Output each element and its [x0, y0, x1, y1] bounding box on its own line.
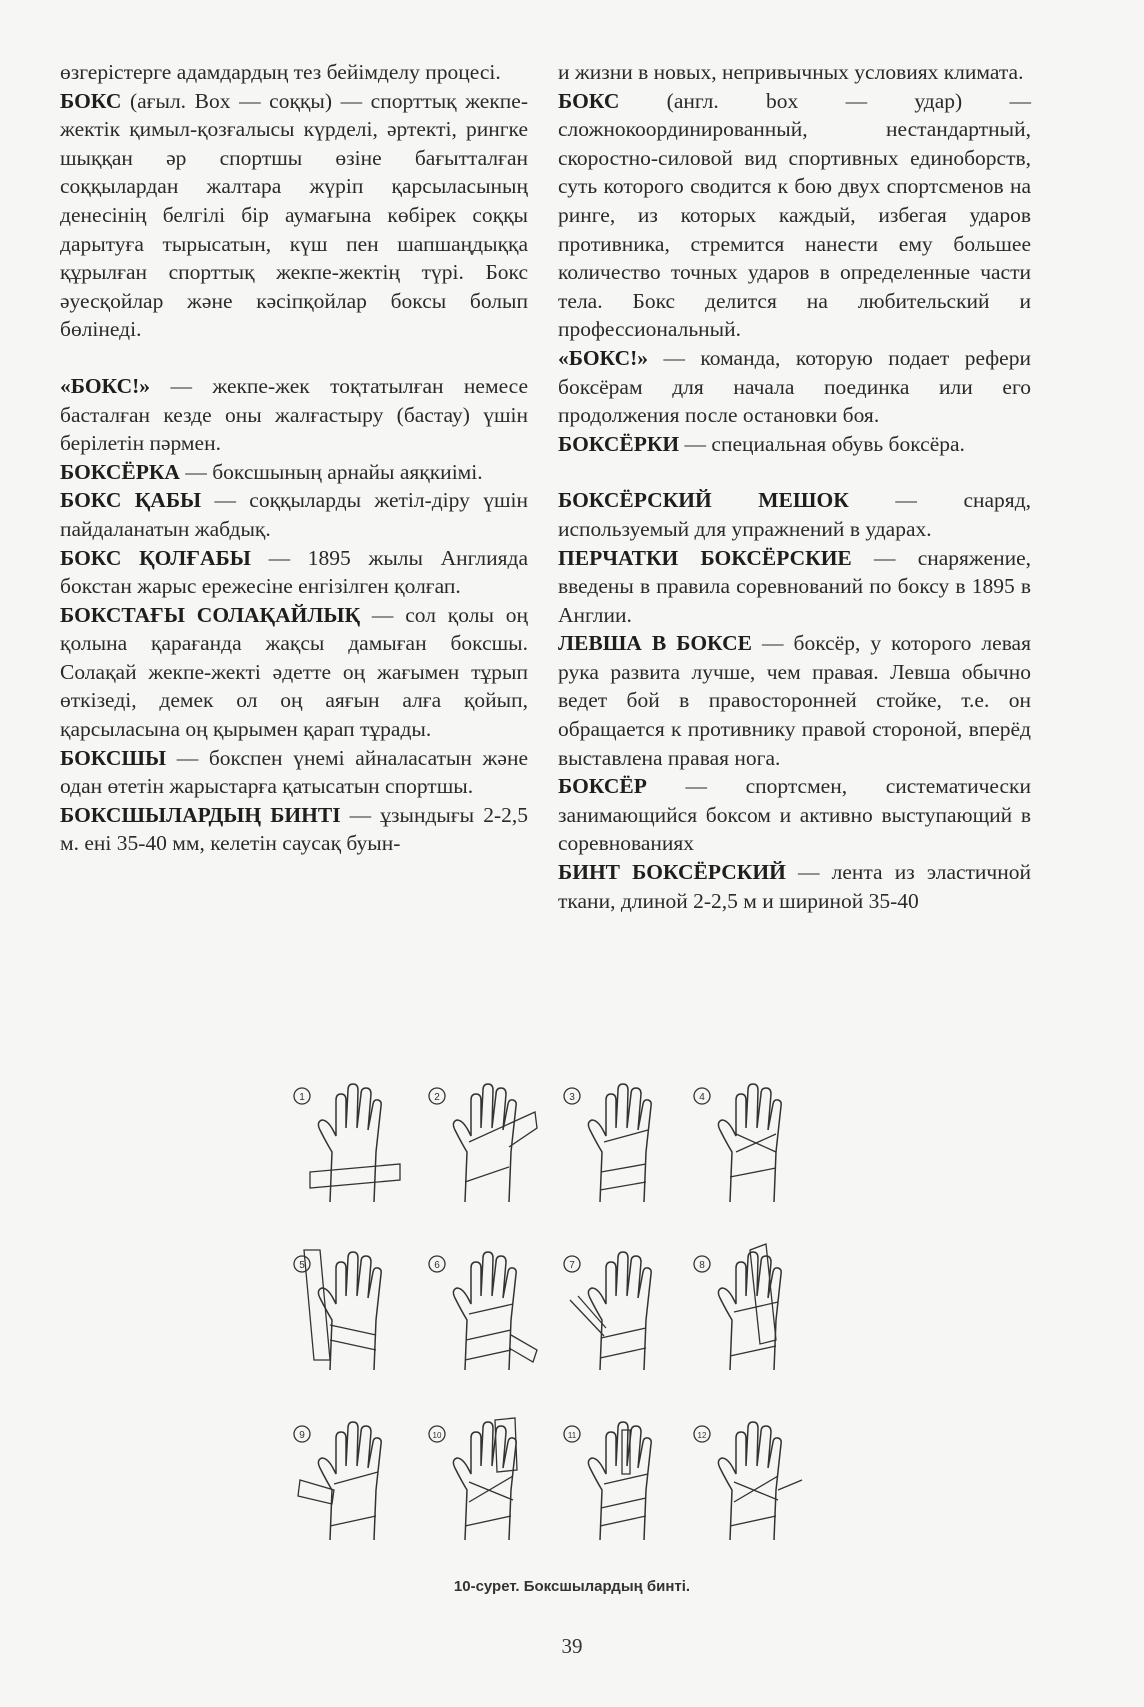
hand-wrap-step-2	[425, 1072, 545, 1212]
hand-icon	[290, 1072, 410, 1212]
bandage-wrap	[334, 1472, 378, 1484]
entry-text: — снаряд, используемый для упражнений в ударах.	[558, 488, 1032, 541]
entry	[60, 544, 528, 601]
entry-term: «БОКС!»	[60, 373, 151, 398]
bandage-wrap	[330, 1516, 376, 1526]
entry	[60, 801, 528, 858]
bandage-wrap	[734, 1482, 778, 1500]
entry	[60, 372, 528, 458]
bandage-wrap	[730, 1168, 776, 1177]
hand-icon	[560, 1240, 680, 1380]
right-column	[558, 58, 1031, 915]
step-number: 10	[432, 1431, 442, 1440]
hand-icon	[425, 1072, 545, 1212]
bandage-wrap	[604, 1130, 648, 1142]
entry	[558, 858, 1031, 915]
bandage-wrap	[469, 1482, 513, 1500]
entry-text: — спортсмен, систематически занимающийся боксом и активно выступающий в соревнованиях	[558, 774, 1031, 856]
hand-wrap-step-5	[290, 1240, 410, 1380]
entry-text: — жекпе-жек тоқтатылған немесе басталған кезде оны жалғастыру (бастау) үшін берілетін пәрмен.	[60, 373, 528, 456]
step-number: 7	[569, 1260, 575, 1271]
bandage-wrap	[600, 1516, 646, 1526]
hand-icon	[425, 1410, 545, 1550]
step-number: 11	[567, 1431, 577, 1440]
entry-text: — боксшының арнайы аяқкиімі.	[179, 459, 483, 484]
hand-icon	[560, 1072, 680, 1212]
hand-wrap-step-1	[290, 1072, 410, 1212]
entry	[60, 87, 528, 344]
hand-wrap-step-4	[690, 1072, 810, 1212]
step-number: 4	[699, 1092, 705, 1103]
entry	[558, 629, 1031, 772]
bandage-wrap	[465, 1516, 511, 1526]
page-number: 39	[561, 1634, 583, 1658]
entry-text: — соққыларды жетіл-діру үшін пайдаланатын жабдық.	[60, 488, 528, 541]
entry	[558, 430, 1031, 459]
entry-text: — снаряжение, введены в правила соревнований по боксу в 1895 в Англии.	[558, 545, 1031, 627]
step-number: 1	[299, 1092, 305, 1103]
entry-text: (ағыл. Box — соққы) — спорттық жекпе-жектік қимыл-қозғалысы күрделі, әртекті, рингке шыққан әр спортшы өзіне бағытталған соққылардан жалтара жүріп қарсыласының денесінің белгілі бір аумағына көбірек соққы дарытуға тырысатын, күш пен шапшаңдыққа құрылған спорттық жекпе-жектің түрі. Бокс әуесқойлар және кәсіпқойлар боксы болып бөлінеді.	[60, 88, 528, 342]
step-number: 6	[434, 1260, 440, 1271]
entry	[558, 486, 1031, 543]
entry-term: БОКС ҚОЛҒАБЫ	[60, 545, 251, 570]
bandage-wrap	[466, 1330, 511, 1340]
step-number: 2	[434, 1092, 440, 1103]
step-number: 12	[697, 1431, 707, 1440]
entry-term: БОКСЁРКА	[60, 459, 180, 484]
entry	[60, 601, 528, 744]
entry-text: — ұзындығы 2-2,5 м. ені 35-40 мм, келетін саусақ буын-	[60, 802, 528, 856]
entry	[558, 772, 1031, 858]
hand-wrap-step-7	[560, 1240, 680, 1380]
entry-term: БОКСЁРСКИЙ МЕШОК	[558, 488, 849, 513]
entry-term: БОКС	[558, 88, 620, 113]
entry-term: БОКС	[60, 88, 122, 113]
bandage-wrap	[778, 1480, 802, 1490]
entry-text: — боксёр, у которого левая рука развита лучше, чем правая. Левша обычно ведет бой в правосторонней стойке, т.е. он обращается к противнику правой стороной, вперёд выставлена правая нога.	[558, 631, 1031, 770]
bandage-wrap	[601, 1498, 646, 1508]
bandage-wrap	[600, 1348, 646, 1358]
entry-term: БОКСШЫ	[60, 745, 167, 770]
entry-text: — команда, которую подает рефери боксёрам для начала поединка или его продолжения после остановки боя.	[558, 345, 1031, 428]
bandage-wrap	[734, 1476, 778, 1502]
step-number: 5	[299, 1260, 305, 1271]
bandage-wrap	[330, 1340, 376, 1350]
bandage-wrap	[469, 1476, 513, 1502]
hand-icon	[690, 1072, 810, 1212]
entry	[60, 486, 528, 543]
hand-wrap-step-3	[560, 1072, 680, 1212]
bandage-wrap	[509, 1335, 537, 1362]
hand-wrap-step-12	[690, 1410, 810, 1550]
entry-term: ПЕРЧАТКИ БОКСЁРСКИЕ	[558, 545, 852, 570]
entry-text: — сол қолы оң қолына қарағанда жақсы дамыған боксшы. Солақай жекпе-жекті әдетте оң жағымен тұрып өткізеді, демек ол оң аяғын алға қойып, қарсыласына оң қырымен қарап тұрады.	[60, 602, 528, 742]
bandage-wrap	[750, 1244, 776, 1344]
entry-term: БОКСШЫЛАРДЫҢ БИНТІ	[60, 802, 341, 827]
hand-icon	[290, 1240, 410, 1380]
hand-wrapping-figure	[270, 1072, 830, 1552]
bandage-wrap	[465, 1350, 511, 1360]
entry-term: ЛЕВША В БОКСЕ	[558, 631, 752, 656]
entry	[558, 87, 1031, 344]
entry-text: — лента из эластичной ткани, длиной 2-2,5 м и шириной 35-40	[558, 860, 1032, 913]
entry-text: — специальная обувь боксёра.	[679, 431, 965, 456]
entry-text: — 1895 жылы Англияда бокстан жарыс ережесіне енгізілген қолғап.	[60, 545, 529, 599]
entry-text: өзгерістерге адамдардың тез бейімделу процесі.	[60, 60, 501, 84]
entry-term: БОКСЁР	[558, 774, 647, 799]
bandage-wrap	[601, 1328, 646, 1338]
entry	[558, 544, 1031, 630]
entry-term: БОКС ҚАБЫ	[60, 488, 202, 513]
bandage-wrap	[730, 1346, 776, 1356]
entry-text: и жизни в новых, непривычных условиях климата.	[558, 60, 1024, 84]
entry-term: БОКСТАҒЫ СОЛАҚАЙЛЫҚ	[60, 602, 361, 627]
bandage-wrap	[304, 1250, 330, 1360]
left-column	[60, 58, 528, 858]
entry-text: (англ. box — удар) — сложнокоординированный, нестандартный, скоростно-силовой вид спортивных единоборств, суть которого сводится к бою двух спортсменов на ринге, из которых каждый, избегая ударов противника, стремится нанести ему большее количество точных ударов в определенные части тела. Бокс делится на любительский и профессиональный.	[558, 88, 1031, 342]
entry-text: — бокспен үнемі айналасатын және одан өтетін жарыстарға қатысатын спортшы.	[60, 745, 528, 799]
bandage-wrap	[465, 1167, 509, 1182]
bandage-wrap	[600, 1182, 646, 1190]
entry	[60, 744, 528, 801]
entry-term: БОКСЁРКИ	[558, 431, 680, 456]
step-number: 3	[569, 1092, 575, 1103]
bandage-wrap	[604, 1474, 648, 1484]
entry-term: «БОКС!»	[558, 345, 649, 370]
bandage-wrap	[330, 1325, 376, 1335]
step-number: 9	[299, 1430, 305, 1441]
figure-caption: 10-сурет. Боксшылардың бинті.	[453, 1578, 691, 1595]
bandage-wrap	[730, 1516, 776, 1526]
hand-wrap-step-10	[425, 1410, 545, 1550]
bandage-wrap	[310, 1164, 400, 1188]
hand-wrap-step-9	[290, 1410, 410, 1550]
bandage-wrap	[469, 1304, 513, 1314]
hand-wrap-step-8	[690, 1240, 810, 1380]
entry	[60, 58, 528, 87]
hand-wrap-step-6	[425, 1240, 545, 1380]
entry	[558, 58, 1031, 87]
entry	[60, 458, 528, 487]
hand-icon	[425, 1240, 545, 1380]
hand-icon	[290, 1410, 410, 1550]
entry-term: БИНТ БОКСЁРСКИЙ	[558, 860, 786, 885]
bandage-wrap	[601, 1164, 646, 1172]
hand-icon	[690, 1240, 810, 1380]
entry	[558, 344, 1031, 430]
hand-icon	[690, 1410, 810, 1550]
hand-wrap-step-11	[560, 1410, 680, 1550]
hand-icon	[560, 1410, 680, 1550]
step-number: 8	[699, 1260, 705, 1271]
